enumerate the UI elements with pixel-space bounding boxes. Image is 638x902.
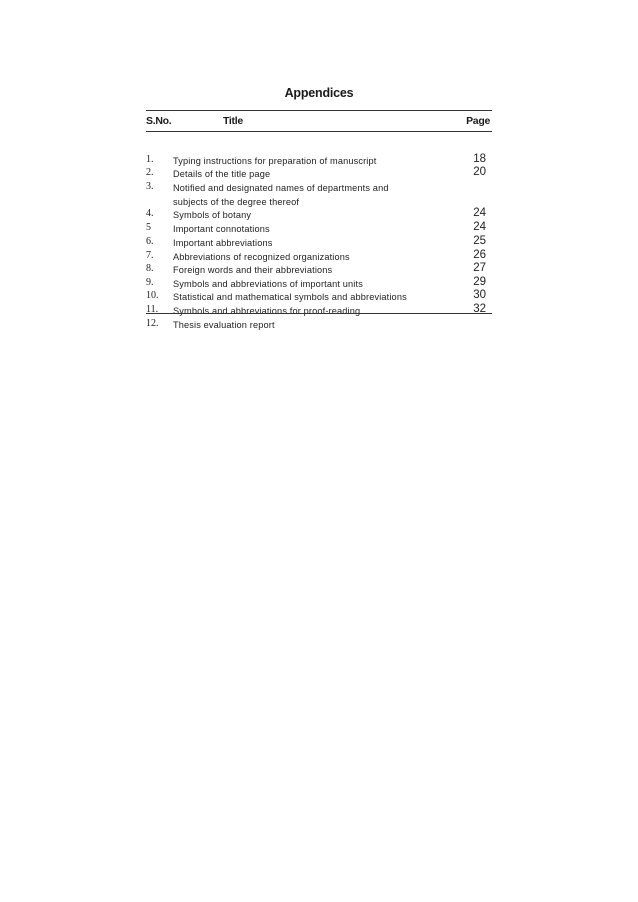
appendices-table: [146, 110, 492, 330]
row-title: Details of the title page: [173, 169, 271, 179]
page-title: Appendices: [284, 86, 354, 100]
row-title: Thesis evaluation report: [173, 320, 275, 330]
row-page: 29: [473, 276, 486, 288]
row-number: 2.: [146, 167, 154, 178]
row-title: Important connotations: [173, 224, 270, 234]
header-title: Title: [223, 115, 243, 127]
row-title: Symbols of botany: [173, 210, 252, 220]
row-title: Foreign words and their abbreviations: [173, 265, 333, 275]
row-page: 18: [473, 153, 486, 165]
row-number: 7.: [146, 250, 154, 261]
row-page: 26: [473, 249, 486, 261]
row-number: 9.: [146, 277, 154, 288]
row-title: Symbols and abbreviations for proof-reading: [173, 306, 361, 316]
table-header: [146, 111, 492, 131]
header-page: Page: [466, 115, 490, 127]
row-number: 5: [146, 222, 151, 233]
row-number: 10.: [146, 290, 159, 301]
row-number: 3.: [146, 181, 154, 192]
row-page: 25: [473, 235, 486, 247]
row-page: 24: [473, 221, 486, 233]
row-number: 4.: [146, 208, 154, 219]
row-page: 32: [473, 303, 486, 315]
row-title: Abbreviations of recognized organizations: [173, 252, 350, 262]
row-page: 24: [473, 207, 486, 219]
row-page: 30: [473, 289, 486, 301]
row-number: 1.: [146, 154, 154, 165]
bottom-rule: [146, 313, 492, 314]
row-number: 8.: [146, 263, 154, 274]
row-title: Important abbreviations: [173, 238, 273, 248]
table-body: [146, 132, 492, 330]
row-title: Typing instructions for preparation of manuscript: [173, 156, 377, 166]
row-page: 20: [473, 166, 486, 178]
row-page: 27: [473, 262, 486, 274]
row-title: Notified and designated names of departments and subjects of the degree thereof: [173, 183, 389, 207]
row-number: 12.: [146, 318, 159, 329]
row-number: 11.: [146, 304, 159, 315]
header-sno: S.No.: [146, 115, 172, 127]
row-title: Statistical and mathematical symbols and abbreviations: [173, 292, 407, 302]
row-title: Symbols and abbreviations of important units: [173, 279, 363, 289]
row-number: 6.: [146, 236, 154, 247]
